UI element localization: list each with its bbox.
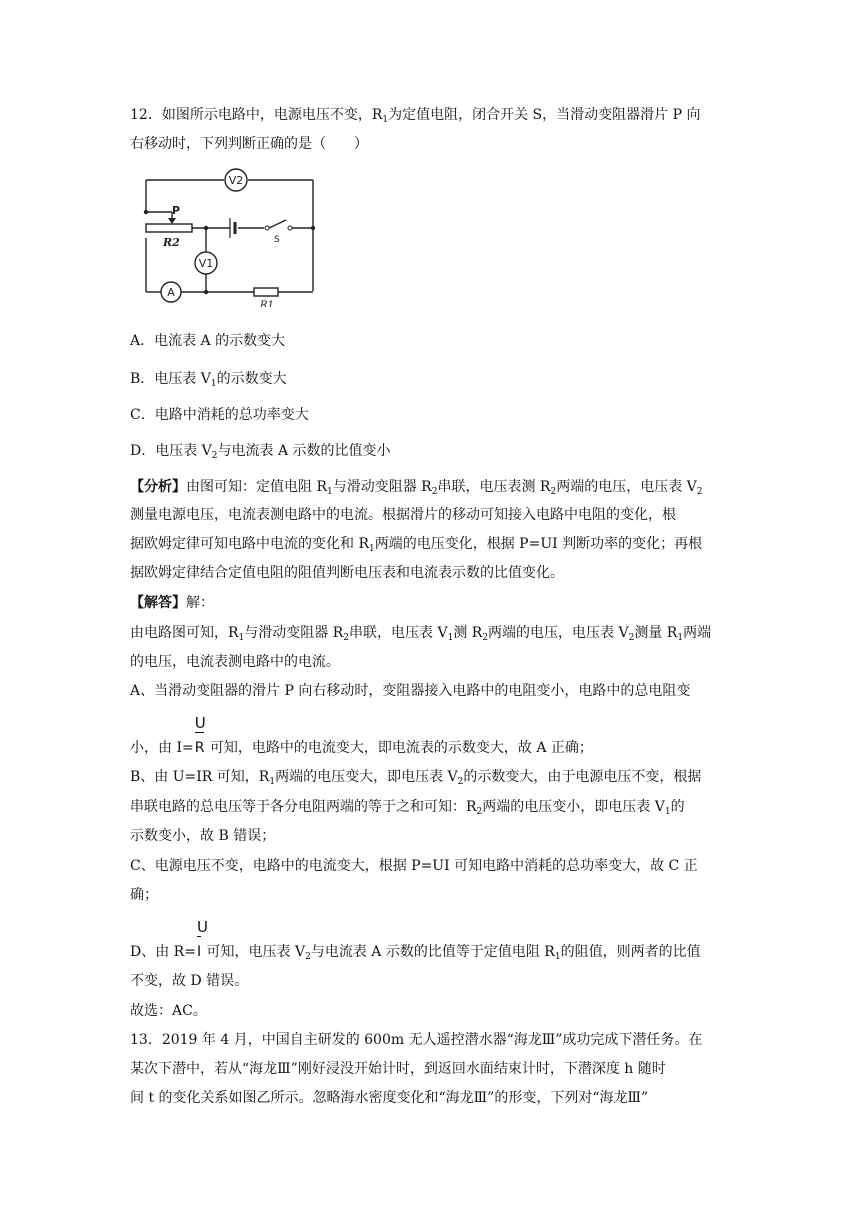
solution-line-2: 的电压，电流表测电路中的电流。 [130,654,340,670]
solution-c-line-1: C、电源电压不变，电路中的电流变大，根据 P=UI 可知电路中消耗的总功率变大，故 C 正 [130,858,698,874]
label-v2: V2 [228,174,244,187]
question-12-stem-line-2: 右移动时，下列判断正确的是（ ） [130,136,368,152]
solution-b-line-1: B、由 U=IR 可知，$R_1$两端的电压变大，即电压表 $V_2$的示数变大，由于电源电压不变，根据 [130,769,702,787]
circuit-diagram [136,163,322,307]
option-d: D．电压表 $V_2$与电流表 A 示数的比值变小 [130,443,391,461]
label-v1: V1 [198,257,214,270]
question-13-line-2: 某次下潜中，若从“海龙Ⅲ”刚好浸没开始计时，到返回水面结束计时，下潜深度 h 随时 [130,1061,666,1077]
label-a: A [167,286,175,299]
solution-b-line-3: 示数变小，故 B 错误； [130,828,276,844]
option-c: C．电路中消耗的总功率变大 [130,407,309,423]
solution-d-line-1: D、由 R= $\frac{U}{I}$ 可知，电压表 $V_2$与电流表 A 示数的比值等于定值电阻 $R_1$的阻值，则两者的比值 [130,918,701,962]
option-b: B．电压表 $V_1$的示数变大 [130,371,287,389]
solution-a-line-1: A、当滑动变阻器的滑片 P 向右移动时，变阻器接入电路中的电阻变小，电路中的总电阻变 [130,683,691,699]
question-13-line-3: 间 t 的变化关系如图乙所示。忽略海水密度变化和“海龙Ⅲ”的形变，下列对“海龙Ⅲ” [130,1090,649,1106]
label-r1: R1 [260,300,274,307]
analysis-line-3: 据欧姆定律可知电路中电流的变化和 $R_1$两端的电压变化，根据 P=UI 判断功率的变化；再根 [130,536,703,554]
solution-line-1: 由电路图可知，$R_1$与滑动变阻器 $R_2$串联，电压表 $V_1$测 $R_2$两端的电压，电压表 $V_2$测量 $R_1$两端 [130,625,712,643]
fraction-u-over-r: $\frac{U}{R}$ [194,714,206,756]
resistor-r1-symbol [254,288,278,296]
solution-c-line-2: 确； [130,887,158,903]
analysis-line-4: 据欧姆定律结合定值电阻的阻值判断电压表和电流表示数的比值变化。 [130,565,564,581]
solution-a-line-2: 小，由 I= $\frac{U}{R}$ 可知，电路中的电流变大，即电流表的示数变大，故 A 正确； [130,714,593,756]
solution-label: 【解答】 [130,595,186,611]
solution-heading: 【解答】解： [130,595,214,611]
solution-answer: 故选：AC。 [130,1003,207,1019]
analysis-line-2: 测量电源电压，电流表测电路中的电流。根据滑片的移动可知接入电路中电阻的变化，根 [130,507,676,523]
solution-b-line-2: 串联电路的总电压等于各分电阻两端的等于之和可知：$R_2$两端的电压变小，即电压表 $V_1$的 [130,799,685,817]
option-a: A．电流表 A 的示数变大 [130,333,286,349]
question-13-line-1: 13．2019 年 4 月，中国自主研发的 600m 无人遥控潜水器“海龙Ⅲ”成功完成下潜任务。在 [130,1032,703,1048]
label-p: P [172,204,181,217]
solution-d-line-2: 不变，故 D 错误。 [130,973,249,989]
question-12-stem-line-1: 12．如图所示电路中，电源电压不变，$R_1$为定值电阻，闭合开关 S，当滑动变阻器滑片 P 向 [130,107,701,125]
analysis-line-1: 【分析】由图可知：定值电阻 $R_1$与滑动变阻器 $R_2$串联，电压表测 $R_2$两端的电压，电压表 $V_2$ [130,479,703,497]
label-r2: R2 [163,236,180,249]
fraction-u-over-i: $\frac{U}{I}$ [196,918,208,960]
analysis-label: 【分析】 [130,479,186,495]
label-s: S [274,235,280,245]
